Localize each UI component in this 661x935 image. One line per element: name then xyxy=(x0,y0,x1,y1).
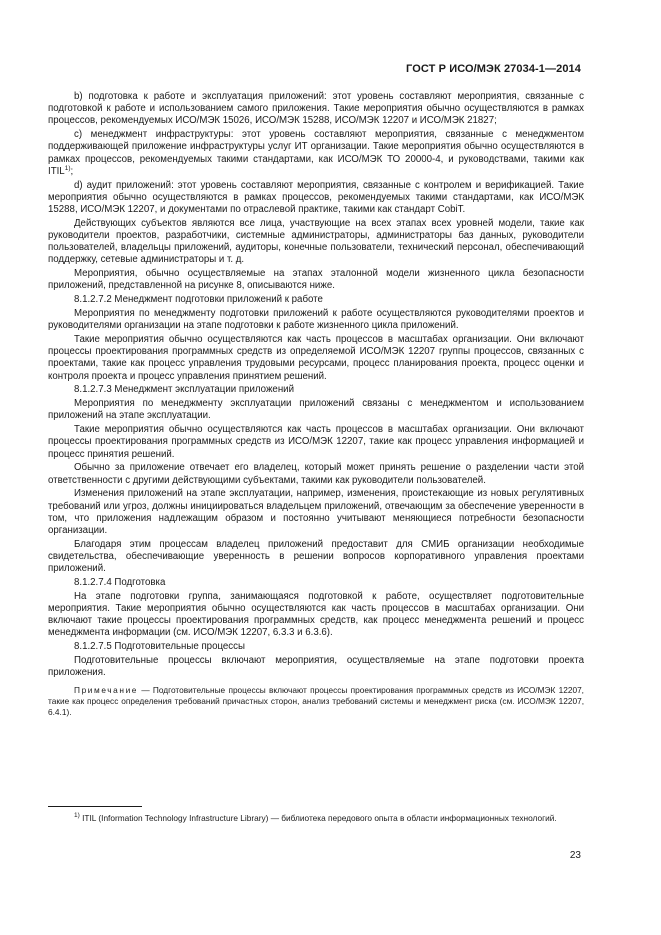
paragraph: Такие мероприятия обычно осуществляются как часть процессов в масштабах организации. Они включают процессы проектирования программных средств из ИСО/МЭК 12207, такие как процесс управления информацией и процесс принятия решений. xyxy=(48,424,584,460)
paragraph: Благодаря этим процессам владелец приложений предоставит для СМИБ организации необходимые свидетельства, обеспечивающие уверенность в решении вопросов корпоративного управления проектами приложений. xyxy=(48,538,584,575)
paragraph: Изменения приложений на этапе эксплуатации, например, изменения, проистекающие из новых регулятивных требований или угроз, должны инициироваться владельцем приложений, отвечающим за обеспечение уверенности в том, что приложения надлежащим образом и постоянно учитывают меняющиеся потребности безопасности организации. xyxy=(48,488,584,537)
footnote-marker: 1) xyxy=(74,812,80,820)
section-heading-8-1-2-7-4: 8.1.2.7.4 Подготовка xyxy=(74,577,166,589)
paragraph: Мероприятия по менеджменту эксплуатации приложений связаны с менеджментом и использованием приложений на этапе эксплуатации. xyxy=(48,398,584,422)
paragraph: На этапе подготовки группа, занимающаяся подготовкой к работе, осуществляет подготовительные мероприятия. Такие мероприятия обычно осуществляются как часть процессов в масштабах организации. Они включают такие процессы проектирования программных средств, как процесс менеджмента решений и процесс менеджмента информации (см. ИСО/МЭК 12207, 6.3.3 и 6.3.6). xyxy=(48,590,584,639)
paragraph: Мероприятия по менеджменту подготовки приложений к работе осуществляются руководителями проектов и руководителями организации на этапе подготовки к работе жизненного цикла приложений. xyxy=(48,308,584,332)
note-text: — Подготовительные процессы включают процессы проектирования программных средств из ИСО/МЭК 12207, такие как процесс определения требований причастных сторон, анализ требований системы и менеджмент риска (см. ИСО/МЭК 12207, 6.4.1). xyxy=(48,685,584,718)
paragraph: Такие мероприятия обычно осуществляются как часть процессов в масштабах организации. Они включают процессы проектирования программных средств из определяемой ИСО/МЭК 12207 группы процессов, связанных с проектами, такие как процесс управления трудовыми ресурсами, процесс планирования проекта, процесс оценки и контроля проекта и процесс управления принятием решений. xyxy=(48,334,584,382)
list-item-c xyxy=(48,129,584,178)
list-item-b: b) подготовка к работе и эксплуатация приложений: этот уровень составляют мероприятия, связанные с подготовкой к работе и использованием самого приложения. Такие мероприятия обычно осуществляются в рамках процессов, рекомендуемых ИСО/МЭК 15026, ИСО/МЭК 15288, ИСО/МЭК 12207 и ИСО/МЭК 21827; xyxy=(48,91,584,127)
page-number: 23 xyxy=(569,850,581,861)
list-item-d: d) аудит приложений: этот уровень составляют мероприятия, связанные с контролем и верификацией. Такие мероприятия обычно осуществляются в рамках процессов, рекомендуемых такими стандартами, как ИСО/МЭК 15288, ИСО/МЭК 12207, и документами по отраслевой практике, такими как стандарт CobiT. xyxy=(48,179,584,216)
section-heading-8-1-2-7-5: 8.1.2.7.5 Подготовительные процессы xyxy=(74,641,245,653)
footnote-divider xyxy=(48,806,142,807)
paragraph-activities: Мероприятия, обычно осуществляемые на этапах эталонной модели жизненного цикла безопасности приложений, представленной на рисунке 8, описываются ниже. xyxy=(48,268,584,292)
paragraph: Обычно за приложение отвечает его владелец, который может принять решение о разделении части этой ответственности с другими действующими субъектами, такими как руководители пользователей. xyxy=(48,462,584,486)
section-heading-8-1-2-7-3: 8.1.2.7.3 Менеджмент эксплуатации приложений xyxy=(74,384,294,396)
list-item-c-tail: ; xyxy=(70,165,74,177)
list-item-c-text: c) менеджмент инфраструктуры: этот уровень составляют мероприятия, связанные с менеджментом поддерживающей приложение инфраструктуры услуг ИТ организации. Такие мероприятия обычно осуществляются в рамках процессов, рекомендуемых такими стандартами, как ИСО/МЭК ТО 20000-4, и руководствами, такими как ITIL xyxy=(48,129,584,177)
footnote-reference[interactable]: 1) xyxy=(64,164,71,172)
note xyxy=(48,685,584,718)
section-heading-8-1-2-7-2: 8.1.2.7.2 Менеджмент подготовки приложений к работе xyxy=(74,294,323,306)
footnote-text: ITIL (Information Technology Infrastructure Library) — библиотека передового опыта в области информационных технологий. xyxy=(79,813,557,823)
standard-header: ГОСТ Р ИСО/МЭК 27034-1—2014 xyxy=(406,63,581,75)
footnote xyxy=(48,813,584,824)
note-label: Примечание xyxy=(74,685,139,696)
paragraph-actors: Действующих субъектов являются все лица, участвующие на всех этапах всех уровней модели, такие как руководители проектов, разработчики, системные администраторы, администраторы баз данных, руководители пользователей, владельцы приложений, аудиторы, конечные пользователи, технический персонал, обеспечивающий поддержку, сетевые администраторы и т. д. xyxy=(48,217,584,266)
body-text xyxy=(48,91,584,720)
paragraph: Подготовительные процессы включают мероприятия, осуществляемые на этапе подготовки проекта приложения. xyxy=(48,655,584,679)
